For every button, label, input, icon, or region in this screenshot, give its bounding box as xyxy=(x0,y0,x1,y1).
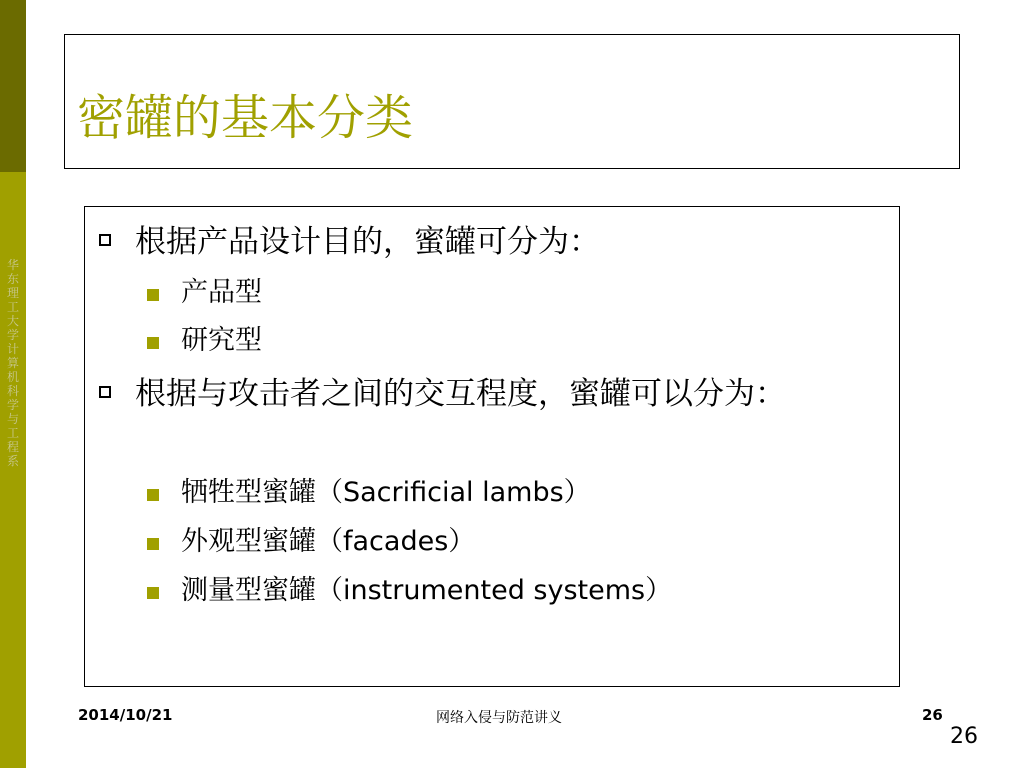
bullet-text: 外观型蜜罐（facades） xyxy=(181,526,476,557)
bullet-text: 根据产品设计目的，蜜罐可分为： xyxy=(135,224,600,260)
hollow-square-bullet-icon xyxy=(99,386,111,398)
bullet-level2 xyxy=(147,275,262,311)
slide-number: 26 xyxy=(950,724,978,749)
sidebar-band xyxy=(0,0,26,768)
slide-title: 密罐的基本分类 xyxy=(77,90,414,146)
filled-square-bullet-icon xyxy=(147,337,159,349)
bullet-text: 根据与攻击者之间的交互程度，蜜罐可以分为： xyxy=(135,376,786,412)
bullet-level2 xyxy=(147,573,672,609)
bullet-text: 测量型蜜罐（instrumented systems） xyxy=(181,575,673,606)
bullet-level2 xyxy=(147,524,475,560)
filled-square-bullet-icon xyxy=(147,587,159,599)
footer-page-number: 26 xyxy=(922,706,943,724)
bullet-text: 产品型 xyxy=(181,277,262,308)
bullet-level1 xyxy=(99,373,859,415)
sidebar-department-text: 华东理工大学计算机科学与工程系 xyxy=(6,258,19,468)
footer-date: 2014/10/21 xyxy=(78,706,173,724)
bullet-level1 xyxy=(99,221,859,263)
hollow-square-bullet-icon xyxy=(99,234,111,246)
bullet-text: 研究型 xyxy=(181,325,262,356)
filled-square-bullet-icon xyxy=(147,538,159,550)
content-placeholder xyxy=(84,206,900,687)
filled-square-bullet-icon xyxy=(147,489,159,501)
bullet-level2 xyxy=(147,323,262,359)
bullet-level2 xyxy=(147,475,591,511)
filled-square-bullet-icon xyxy=(147,289,159,301)
title-placeholder xyxy=(64,34,960,169)
bullet-text: 牺牲型蜜罐（Sacrificial lambs） xyxy=(181,477,591,508)
sidebar-top-block xyxy=(0,0,26,172)
footer-course-title: 网络入侵与防范讲义 xyxy=(436,710,562,726)
